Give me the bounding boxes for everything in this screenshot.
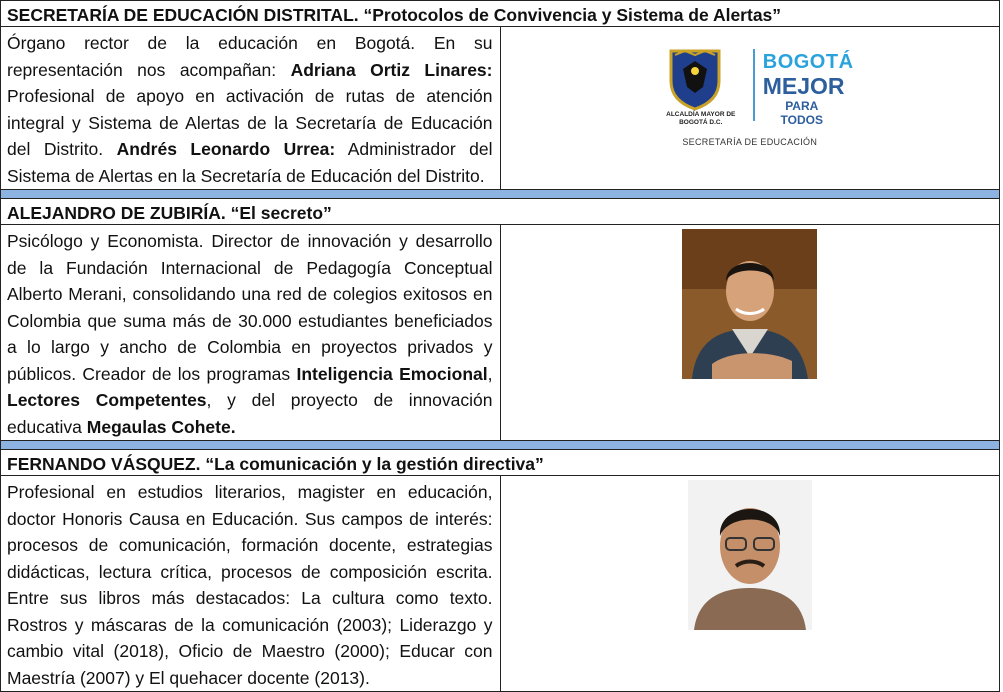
bogota-crest-icon	[665, 47, 725, 111]
logo-mejor-text: MEJOR	[762, 73, 845, 99]
section-text-vasquez	[1, 476, 501, 692]
section-header-row	[1, 1, 1000, 27]
section-text-zubiria	[1, 225, 501, 441]
logo-divider	[753, 49, 755, 121]
vasquez-photo	[688, 480, 812, 630]
logo-cell	[500, 27, 1000, 190]
text-span: ,	[487, 363, 493, 384]
separator-bar	[1, 190, 1000, 199]
text-span: , y del proyecto de innovación educativa	[7, 390, 493, 437]
bold-program: Inteligencia Emocional	[296, 363, 488, 384]
section-header-sed: SECRETARÍA DE EDUCACIÓN DISTRITAL. “Protocolos de Convivencia y Sistema de Alertas”	[1, 1, 1000, 27]
logo-bogota-text: BOGOTÁ	[762, 51, 854, 73]
section-header-row	[1, 199, 1000, 225]
logo-secretaria-text: SECRETARÍA DE EDUCACIÓN	[682, 137, 818, 147]
section-body-row	[1, 225, 1000, 441]
text-span: Administrador del Sistema de Alertas en la Secretaría de Educación del Distrito.	[7, 139, 493, 186]
bold-name: Andrés Leonardo Urrea:	[116, 139, 336, 159]
text-span: Psicólogo y Economista. Director de innovación y desarrollo de la Fundación Internacional de Pedagogía Conceptual Alberto Merani, consolidando una red de colegios exitosos en Colombia que suma más de 30.000 estudiantes beneficiados a lo largo y ancho de Colombia en proyectos privados y públicos. Creador de los programas	[7, 231, 493, 384]
separator-bar	[1, 441, 1000, 450]
section-separator	[1, 190, 1000, 199]
section-header-vasquez: FERNANDO VÁSQUEZ. “La comunicación y la gestión directiva”	[1, 450, 1000, 476]
sed-logo	[659, 43, 854, 155]
text-span: Profesional de apoyo en activación de rutas de atención integral y Sistema de Alertas de la Secretaría de Educación del Distrito.	[7, 86, 493, 159]
photo-cell	[500, 476, 1000, 692]
section-header-row	[1, 450, 1000, 476]
section-text-sed	[1, 27, 501, 190]
zubiria-photo	[682, 229, 817, 379]
photo-cell	[500, 225, 1000, 441]
section-separator	[1, 441, 1000, 450]
alcaldia-label: ALCALDÍA MAYOR DE BOGOTÁ D.C.	[666, 111, 736, 126]
section-body-row	[1, 27, 1000, 190]
bold-name: Adriana Ortiz Linares:	[290, 59, 493, 80]
bold-program: Megaulas Cohete.	[86, 416, 236, 437]
bold-program: Lectores Competentes	[7, 390, 207, 410]
section-body-row	[1, 476, 1000, 692]
logo-para-todos-text: PARA TODOS	[780, 99, 823, 127]
text-span: Órgano rector de la educación en Bogotá. En su representación nos acompañan:	[7, 33, 493, 80]
section-header-zubiria: ALEJANDRO DE ZUBIRÍA. “El secreto”	[1, 199, 1000, 225]
text-span: Profesional en estudios literarios, magister en educación, doctor Honoris Causa en Educación. Sus campos de interés: procesos de comunicación, formación docente, estrategias didácticas, lectura crítica, procesos de composición escrita. Entre sus libros más destacados: La cultura como texto. Rostros y máscaras de la comunicación (2003); Liderazgo y cambio vital (2018), Oficio de Maestro (2000); Educar con Maestría (2007) y El quehacer docente (2013).	[7, 482, 493, 688]
